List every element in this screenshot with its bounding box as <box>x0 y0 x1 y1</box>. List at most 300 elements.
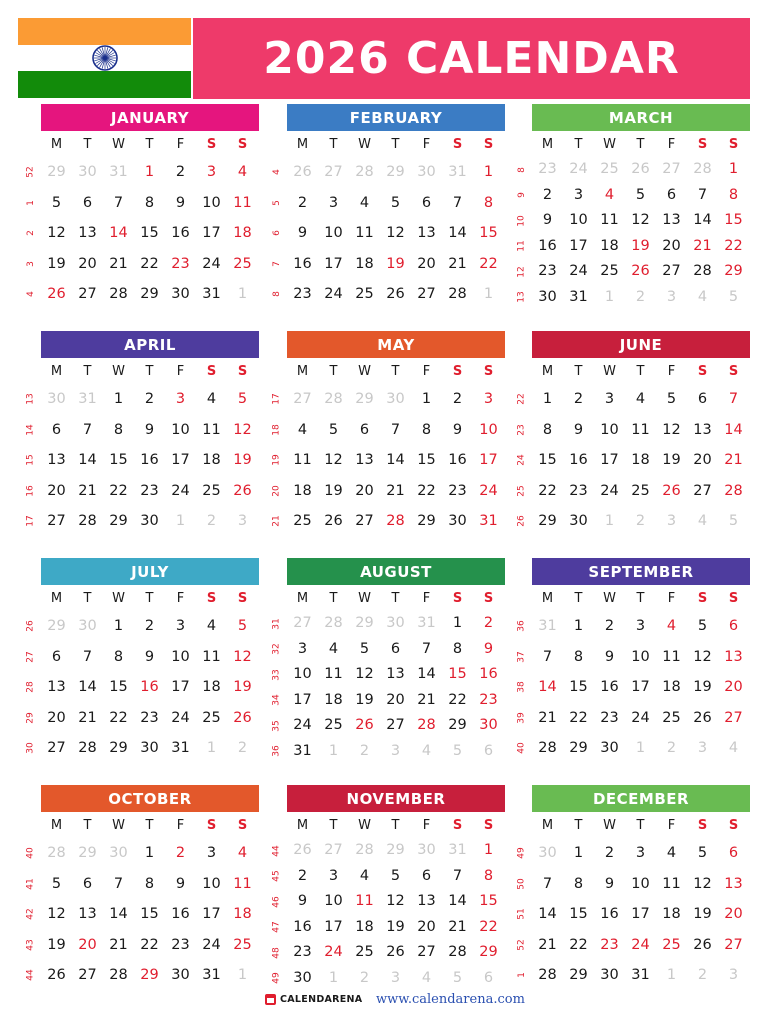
day-cell[interactable]: 27 <box>724 709 743 726</box>
day-cell[interactable]: 21 <box>417 691 436 708</box>
day-cell[interactable]: 2 <box>206 513 217 529</box>
day-cell[interactable]: 28 <box>355 164 374 180</box>
day-cell[interactable]: 29 <box>47 618 66 634</box>
website-link[interactable]: www.calendarena.com <box>376 992 525 1007</box>
day-cell[interactable]: 5 <box>237 618 248 634</box>
day-cell[interactable]: 18 <box>355 255 374 272</box>
day-cell[interactable]: 14 <box>448 893 467 909</box>
day-cell[interactable]: 3 <box>666 288 677 305</box>
day-cell[interactable]: 21 <box>109 936 128 953</box>
day-cell[interactable]: 19 <box>47 936 66 953</box>
day-cell[interactable]: 8 <box>573 648 584 665</box>
day-cell[interactable]: 18 <box>233 225 252 241</box>
day-cell[interactable]: 7 <box>390 421 401 438</box>
day-cell[interactable]: 30 <box>140 740 159 756</box>
day-cell[interactable]: 19 <box>324 482 343 499</box>
calendarena-logo[interactable] <box>265 994 362 1005</box>
day-cell[interactable]: 7 <box>113 875 124 892</box>
day-cell[interactable]: 19 <box>233 679 252 695</box>
day-cell[interactable]: 27 <box>78 967 97 983</box>
day-cell[interactable]: 8 <box>144 875 155 892</box>
day-cell[interactable]: 19 <box>355 691 374 708</box>
day-cell[interactable]: 23 <box>538 263 557 279</box>
day-cell[interactable]: 6 <box>82 875 93 892</box>
day-cell[interactable]: 12 <box>662 421 681 438</box>
day-cell[interactable]: 30 <box>479 717 498 733</box>
day-cell[interactable]: 21 <box>109 255 128 272</box>
day-cell[interactable]: 2 <box>359 742 370 759</box>
day-cell[interactable]: 29 <box>569 967 588 983</box>
day-cell[interactable]: 29 <box>47 164 66 180</box>
day-cell[interactable]: 20 <box>386 691 405 708</box>
day-cell[interactable]: 11 <box>662 875 681 892</box>
day-cell[interactable]: 16 <box>600 679 619 695</box>
day-cell[interactable]: 22 <box>569 936 588 953</box>
day-cell[interactable]: 3 <box>635 618 646 634</box>
day-cell[interactable]: 14 <box>538 906 557 922</box>
day-cell[interactable]: 24 <box>569 263 588 279</box>
day-cell[interactable]: 13 <box>386 666 405 682</box>
day-cell[interactable]: 1 <box>604 513 615 529</box>
day-cell[interactable]: 25 <box>662 936 681 953</box>
day-cell[interactable]: 5 <box>51 875 62 892</box>
day-cell[interactable]: 31 <box>78 391 97 407</box>
day-cell[interactable]: 20 <box>355 482 374 499</box>
day-cell[interactable]: 16 <box>293 255 312 272</box>
day-cell[interactable]: 23 <box>600 709 619 726</box>
day-cell[interactable]: 6 <box>359 421 370 438</box>
day-cell[interactable]: 12 <box>324 452 343 468</box>
day-cell[interactable]: 9 <box>542 212 553 228</box>
day-cell[interactable]: 10 <box>631 875 650 892</box>
day-cell[interactable]: 1 <box>144 845 155 861</box>
day-cell[interactable]: 30 <box>386 391 405 407</box>
day-cell[interactable]: 3 <box>328 867 339 884</box>
day-cell[interactable]: 2 <box>483 615 494 631</box>
day-cell[interactable]: 19 <box>386 918 405 935</box>
day-cell[interactable]: 6 <box>728 845 739 861</box>
day-cell[interactable]: 15 <box>109 679 128 695</box>
day-cell[interactable]: 8 <box>728 186 739 203</box>
day-cell[interactable]: 2 <box>604 618 615 634</box>
day-cell[interactable]: 20 <box>47 482 66 499</box>
day-cell[interactable]: 25 <box>355 944 374 960</box>
day-cell[interactable]: 7 <box>697 186 708 203</box>
day-cell[interactable]: 4 <box>237 164 248 180</box>
day-cell[interactable]: 22 <box>569 709 588 726</box>
day-cell[interactable]: 5 <box>237 391 248 407</box>
day-cell[interactable]: 4 <box>328 640 339 657</box>
day-cell[interactable]: 3 <box>604 391 615 407</box>
day-cell[interactable]: 2 <box>297 194 308 211</box>
day-cell[interactable]: 26 <box>47 286 66 302</box>
day-cell[interactable]: 5 <box>328 421 339 438</box>
day-cell[interactable]: 13 <box>693 421 712 438</box>
day-cell[interactable]: 3 <box>390 742 401 759</box>
day-cell[interactable]: 20 <box>47 709 66 726</box>
day-cell[interactable]: 11 <box>202 421 221 438</box>
day-cell[interactable]: 13 <box>47 679 66 695</box>
day-cell[interactable]: 5 <box>635 186 646 203</box>
day-cell[interactable]: 6 <box>483 969 494 986</box>
day-cell[interactable]: 22 <box>448 691 467 708</box>
day-cell[interactable]: 8 <box>113 421 124 438</box>
day-cell[interactable]: 29 <box>140 286 159 302</box>
day-cell[interactable]: 26 <box>293 164 312 180</box>
day-cell[interactable]: 14 <box>724 421 743 438</box>
day-cell[interactable]: 23 <box>600 936 619 953</box>
day-cell[interactable]: 16 <box>293 918 312 935</box>
day-cell[interactable]: 7 <box>113 194 124 211</box>
day-cell[interactable]: 27 <box>324 164 343 180</box>
day-cell[interactable]: 21 <box>448 918 467 935</box>
day-cell[interactable]: 2 <box>144 391 155 407</box>
day-cell[interactable]: 13 <box>724 648 743 665</box>
day-cell[interactable]: 13 <box>78 225 97 241</box>
day-cell[interactable]: 23 <box>140 709 159 726</box>
day-cell[interactable]: 7 <box>452 194 463 211</box>
day-cell[interactable]: 9 <box>573 421 584 438</box>
day-cell[interactable]: 26 <box>47 967 66 983</box>
day-cell[interactable]: 26 <box>693 709 712 726</box>
day-cell[interactable]: 8 <box>452 640 463 657</box>
day-cell[interactable]: 3 <box>483 391 494 407</box>
day-cell[interactable]: 18 <box>355 918 374 935</box>
day-cell[interactable]: 5 <box>390 194 401 211</box>
day-cell[interactable]: 6 <box>697 391 708 407</box>
day-cell[interactable]: 15 <box>140 225 159 241</box>
day-cell[interactable]: 4 <box>359 194 370 211</box>
day-cell[interactable]: 1 <box>483 164 494 180</box>
day-cell[interactable]: 31 <box>538 618 557 634</box>
day-cell[interactable]: 28 <box>109 967 128 983</box>
day-cell[interactable]: 14 <box>693 212 712 228</box>
day-cell[interactable]: 22 <box>724 237 743 254</box>
day-cell[interactable]: 30 <box>538 288 557 305</box>
day-cell[interactable]: 4 <box>728 740 739 756</box>
day-cell[interactable]: 8 <box>573 875 584 892</box>
day-cell[interactable]: 28 <box>47 845 66 861</box>
day-cell[interactable]: 18 <box>662 679 681 695</box>
day-cell[interactable]: 5 <box>697 845 708 861</box>
day-cell[interactable]: 22 <box>109 709 128 726</box>
day-cell[interactable]: 1 <box>237 967 248 983</box>
day-cell[interactable]: 11 <box>324 666 343 682</box>
day-cell[interactable]: 9 <box>483 640 494 657</box>
day-cell[interactable]: 26 <box>662 482 681 499</box>
day-cell[interactable]: 31 <box>631 967 650 983</box>
day-cell[interactable]: 1 <box>573 618 584 634</box>
day-cell[interactable]: 9 <box>604 648 615 665</box>
day-cell[interactable]: 31 <box>569 288 588 305</box>
day-cell[interactable]: 11 <box>631 421 650 438</box>
day-cell[interactable]: 6 <box>51 421 62 438</box>
day-cell[interactable]: 25 <box>631 482 650 499</box>
day-cell[interactable]: 30 <box>538 845 557 861</box>
day-cell[interactable]: 31 <box>448 842 467 858</box>
day-cell[interactable]: 29 <box>417 513 436 529</box>
day-cell[interactable]: 28 <box>417 717 436 733</box>
day-cell[interactable]: 13 <box>417 225 436 241</box>
day-cell[interactable]: 19 <box>631 237 650 254</box>
day-cell[interactable]: 7 <box>542 648 553 665</box>
day-cell[interactable]: 5 <box>728 288 739 305</box>
day-cell[interactable]: 9 <box>175 875 186 892</box>
day-cell[interactable]: 27 <box>78 286 97 302</box>
day-cell[interactable]: 30 <box>171 967 190 983</box>
day-cell[interactable]: 31 <box>202 967 221 983</box>
day-cell[interactable]: 30 <box>293 969 312 986</box>
day-cell[interactable]: 28 <box>355 842 374 858</box>
day-cell[interactable]: 1 <box>666 967 677 983</box>
day-cell[interactable]: 10 <box>324 893 343 909</box>
day-cell[interactable]: 1 <box>452 615 463 631</box>
day-cell[interactable]: 29 <box>724 263 743 279</box>
day-cell[interactable]: 29 <box>355 615 374 631</box>
day-cell[interactable]: 8 <box>483 867 494 884</box>
day-cell[interactable]: 24 <box>171 709 190 726</box>
day-cell[interactable]: 15 <box>569 679 588 695</box>
day-cell[interactable]: 20 <box>724 679 743 695</box>
day-cell[interactable]: 18 <box>600 237 619 254</box>
day-cell[interactable]: 16 <box>171 906 190 922</box>
day-cell[interactable]: 31 <box>448 164 467 180</box>
day-cell[interactable]: 2 <box>604 845 615 861</box>
day-cell[interactable]: 15 <box>109 452 128 468</box>
day-cell[interactable]: 15 <box>569 906 588 922</box>
day-cell[interactable]: 14 <box>109 906 128 922</box>
day-cell[interactable]: 1 <box>728 161 739 177</box>
day-cell[interactable]: 19 <box>233 452 252 468</box>
day-cell[interactable]: 28 <box>448 944 467 960</box>
day-cell[interactable]: 2 <box>635 288 646 305</box>
day-cell[interactable]: 1 <box>328 742 339 759</box>
day-cell[interactable]: 4 <box>666 845 677 861</box>
day-cell[interactable]: 16 <box>448 452 467 468</box>
day-cell[interactable]: 2 <box>666 740 677 756</box>
day-cell[interactable]: 20 <box>693 452 712 468</box>
day-cell[interactable]: 3 <box>635 845 646 861</box>
day-cell[interactable]: 4 <box>604 186 615 203</box>
day-cell[interactable]: 29 <box>109 740 128 756</box>
day-cell[interactable]: 22 <box>479 918 498 935</box>
day-cell[interactable]: 19 <box>386 255 405 272</box>
day-cell[interactable]: 21 <box>448 255 467 272</box>
day-cell[interactable]: 18 <box>202 679 221 695</box>
day-cell[interactable]: 4 <box>697 513 708 529</box>
day-cell[interactable]: 30 <box>417 164 436 180</box>
day-cell[interactable]: 21 <box>538 936 557 953</box>
day-cell[interactable]: 16 <box>140 679 159 695</box>
day-cell[interactable]: 6 <box>390 640 401 657</box>
day-cell[interactable]: 16 <box>479 666 498 682</box>
day-cell[interactable]: 17 <box>324 255 343 272</box>
day-cell[interactable]: 28 <box>386 513 405 529</box>
day-cell[interactable]: 10 <box>202 875 221 892</box>
day-cell[interactable]: 8 <box>483 194 494 211</box>
day-cell[interactable]: 13 <box>724 875 743 892</box>
day-cell[interactable]: 28 <box>78 513 97 529</box>
day-cell[interactable]: 15 <box>479 225 498 241</box>
day-cell[interactable]: 3 <box>390 969 401 986</box>
day-cell[interactable]: 2 <box>542 186 553 203</box>
day-cell[interactable]: 19 <box>693 906 712 922</box>
day-cell[interactable]: 20 <box>78 936 97 953</box>
day-cell[interactable]: 30 <box>109 845 128 861</box>
day-cell[interactable]: 6 <box>51 648 62 665</box>
day-cell[interactable]: 22 <box>140 936 159 953</box>
day-cell[interactable]: 19 <box>47 255 66 272</box>
day-cell[interactable]: 11 <box>202 648 221 665</box>
day-cell[interactable]: 10 <box>600 421 619 438</box>
day-cell[interactable]: 24 <box>631 709 650 726</box>
day-cell[interactable]: 29 <box>386 164 405 180</box>
day-cell[interactable]: 23 <box>293 286 312 302</box>
day-cell[interactable]: 26 <box>631 161 650 177</box>
day-cell[interactable]: 23 <box>569 482 588 499</box>
day-cell[interactable]: 12 <box>386 225 405 241</box>
day-cell[interactable]: 1 <box>113 618 124 634</box>
day-cell[interactable]: 26 <box>631 263 650 279</box>
day-cell[interactable]: 17 <box>171 452 190 468</box>
day-cell[interactable]: 18 <box>233 906 252 922</box>
day-cell[interactable]: 3 <box>666 513 677 529</box>
day-cell[interactable]: 30 <box>47 391 66 407</box>
day-cell[interactable]: 24 <box>324 944 343 960</box>
day-cell[interactable]: 15 <box>448 666 467 682</box>
day-cell[interactable]: 17 <box>202 906 221 922</box>
day-cell[interactable]: 23 <box>171 936 190 953</box>
day-cell[interactable]: 1 <box>175 513 186 529</box>
day-cell[interactable]: 4 <box>206 618 217 634</box>
day-cell[interactable]: 19 <box>662 452 681 468</box>
day-cell[interactable]: 1 <box>144 164 155 180</box>
day-cell[interactable]: 1 <box>328 969 339 986</box>
day-cell[interactable]: 10 <box>202 194 221 211</box>
day-cell[interactable]: 25 <box>293 513 312 529</box>
day-cell[interactable]: 18 <box>324 691 343 708</box>
day-cell[interactable]: 15 <box>479 893 498 909</box>
day-cell[interactable]: 10 <box>479 421 498 438</box>
day-cell[interactable]: 30 <box>78 164 97 180</box>
day-cell[interactable]: 2 <box>635 513 646 529</box>
day-cell[interactable]: 23 <box>293 944 312 960</box>
day-cell[interactable]: 28 <box>109 286 128 302</box>
day-cell[interactable]: 27 <box>355 513 374 529</box>
day-cell[interactable]: 23 <box>479 691 498 708</box>
day-cell[interactable]: 13 <box>78 906 97 922</box>
day-cell[interactable]: 30 <box>448 513 467 529</box>
day-cell[interactable]: 21 <box>386 482 405 499</box>
day-cell[interactable]: 29 <box>448 717 467 733</box>
day-cell[interactable]: 25 <box>324 717 343 733</box>
day-cell[interactable]: 11 <box>293 452 312 468</box>
day-cell[interactable]: 4 <box>421 742 432 759</box>
day-cell[interactable]: 5 <box>390 867 401 884</box>
day-cell[interactable]: 7 <box>82 648 93 665</box>
day-cell[interactable]: 17 <box>600 452 619 468</box>
day-cell[interactable]: 20 <box>78 255 97 272</box>
day-cell[interactable]: 11 <box>600 212 619 228</box>
day-cell[interactable]: 29 <box>386 842 405 858</box>
day-cell[interactable]: 22 <box>417 482 436 499</box>
day-cell[interactable]: 31 <box>109 164 128 180</box>
day-cell[interactable]: 27 <box>662 263 681 279</box>
day-cell[interactable]: 10 <box>293 666 312 682</box>
day-cell[interactable]: 21 <box>693 237 712 254</box>
day-cell[interactable]: 9 <box>452 421 463 438</box>
day-cell[interactable]: 7 <box>728 391 739 407</box>
day-cell[interactable]: 8 <box>144 194 155 211</box>
day-cell[interactable]: 3 <box>573 186 584 203</box>
day-cell[interactable]: 26 <box>386 286 405 302</box>
day-cell[interactable]: 28 <box>538 967 557 983</box>
day-cell[interactable]: 11 <box>233 875 252 892</box>
day-cell[interactable]: 28 <box>324 391 343 407</box>
day-cell[interactable]: 31 <box>417 615 436 631</box>
day-cell[interactable]: 30 <box>600 967 619 983</box>
day-cell[interactable]: 29 <box>538 513 557 529</box>
day-cell[interactable]: 1 <box>113 391 124 407</box>
day-cell[interactable]: 26 <box>324 513 343 529</box>
day-cell[interactable]: 2 <box>297 867 308 884</box>
day-cell[interactable]: 27 <box>293 391 312 407</box>
day-cell[interactable]: 23 <box>171 255 190 272</box>
day-cell[interactable]: 30 <box>386 615 405 631</box>
day-cell[interactable]: 1 <box>421 391 432 407</box>
day-cell[interactable]: 16 <box>538 237 557 254</box>
day-cell[interactable]: 18 <box>631 452 650 468</box>
day-cell[interactable]: 2 <box>175 845 186 861</box>
day-cell[interactable]: 5 <box>666 391 677 407</box>
day-cell[interactable]: 14 <box>78 679 97 695</box>
day-cell[interactable]: 30 <box>171 286 190 302</box>
day-cell[interactable]: 2 <box>697 967 708 983</box>
day-cell[interactable]: 28 <box>693 161 712 177</box>
day-cell[interactable]: 27 <box>47 513 66 529</box>
day-cell[interactable]: 7 <box>542 875 553 892</box>
day-cell[interactable]: 22 <box>538 482 557 499</box>
day-cell[interactable]: 27 <box>324 842 343 858</box>
day-cell[interactable]: 1 <box>206 740 217 756</box>
day-cell[interactable]: 30 <box>78 618 97 634</box>
day-cell[interactable]: 2 <box>359 969 370 986</box>
day-cell[interactable]: 2 <box>452 391 463 407</box>
day-cell[interactable]: 31 <box>293 742 312 759</box>
day-cell[interactable]: 21 <box>538 709 557 726</box>
day-cell[interactable]: 2 <box>144 618 155 634</box>
day-cell[interactable]: 6 <box>82 194 93 211</box>
day-cell[interactable]: 17 <box>631 679 650 695</box>
day-cell[interactable]: 27 <box>662 161 681 177</box>
day-cell[interactable]: 4 <box>359 867 370 884</box>
day-cell[interactable]: 20 <box>417 255 436 272</box>
day-cell[interactable]: 22 <box>140 255 159 272</box>
day-cell[interactable]: 30 <box>417 842 436 858</box>
day-cell[interactable]: 8 <box>542 421 553 438</box>
day-cell[interactable]: 16 <box>600 906 619 922</box>
day-cell[interactable]: 25 <box>662 709 681 726</box>
day-cell[interactable]: 28 <box>724 482 743 499</box>
day-cell[interactable]: 10 <box>171 648 190 665</box>
day-cell[interactable]: 5 <box>697 618 708 634</box>
day-cell[interactable]: 20 <box>724 906 743 922</box>
day-cell[interactable]: 28 <box>324 615 343 631</box>
day-cell[interactable]: 5 <box>51 194 62 211</box>
day-cell[interactable]: 10 <box>569 212 588 228</box>
day-cell[interactable]: 25 <box>202 709 221 726</box>
day-cell[interactable]: 3 <box>697 740 708 756</box>
